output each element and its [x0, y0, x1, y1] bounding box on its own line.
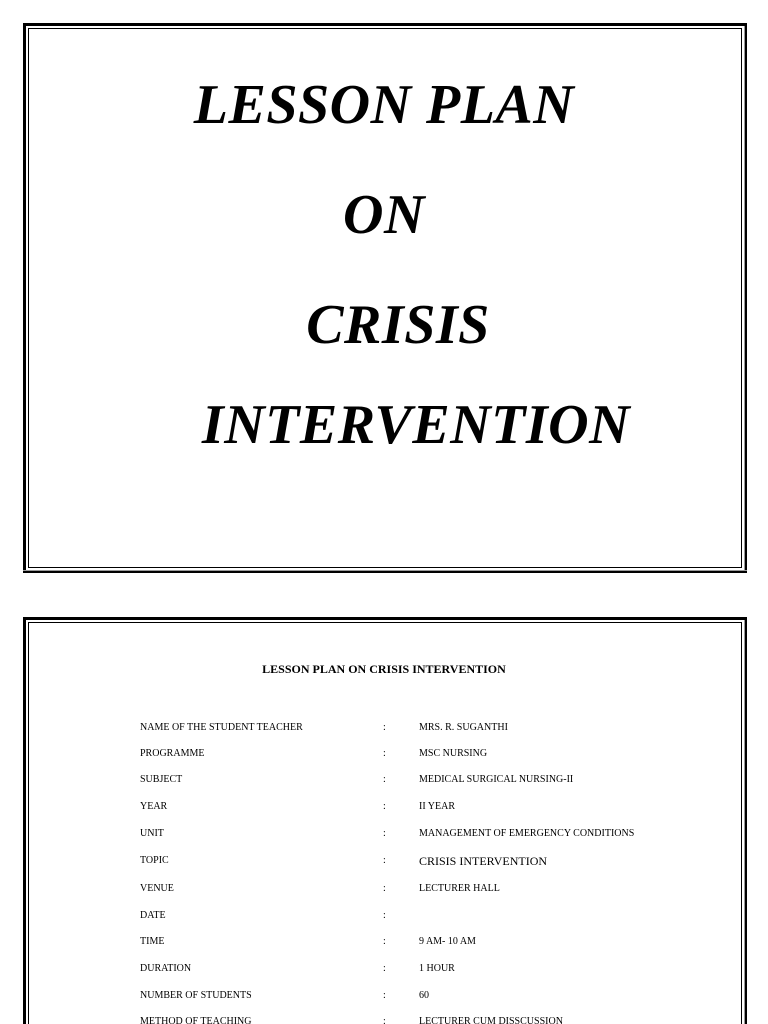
detail-label: SUBJECT [140, 774, 183, 785]
detail-label: NUMBER OF STUDENTS [140, 990, 252, 1001]
details-page-shadow-right [744, 620, 745, 1024]
detail-separator: : [383, 722, 386, 733]
detail-separator: : [383, 883, 386, 894]
detail-label: PROGRAMME [140, 748, 205, 759]
cover-title-line-4: INTERVENTION [201, 394, 631, 456]
detail-value: MSC NURSING [419, 748, 488, 759]
detail-label: DURATION [140, 963, 192, 974]
detail-label: VENUE [140, 883, 174, 894]
detail-label: NAME OF THE STUDENT TEACHER [140, 722, 303, 733]
detail-separator: : [383, 828, 386, 839]
detail-value: 1 HOUR [419, 963, 455, 974]
cover-title-line-2: ON [343, 184, 425, 246]
detail-separator: : [383, 1016, 386, 1024]
detail-separator: : [383, 774, 386, 785]
detail-value: MRS. R. SUGANTHI [419, 722, 508, 733]
detail-value: MEDICAL SURGICAL NURSING-II [419, 774, 574, 785]
cover-page-shadow-bottom [23, 570, 747, 571]
detail-label: UNIT [140, 828, 164, 839]
detail-value: LECTURER CUM DISSCUSSION [419, 1016, 563, 1024]
detail-value: 60 [419, 990, 429, 1001]
cover-title-line-3: CRISIS [306, 294, 490, 356]
detail-separator: : [383, 936, 386, 947]
detail-label: YEAR [140, 801, 168, 812]
detail-label: TIME [140, 936, 165, 947]
detail-value: 9 AM- 10 AM [419, 936, 476, 947]
detail-separator: : [383, 963, 386, 974]
detail-value: LECTURER HALL [419, 883, 500, 894]
detail-separator: : [383, 910, 386, 921]
detail-separator: : [383, 855, 386, 866]
detail-label: METHOD OF TEACHING [140, 1016, 252, 1024]
detail-value: II YEAR [419, 801, 456, 812]
detail-label: DATE [140, 910, 166, 921]
detail-value: CRISIS INTERVENTION [419, 854, 548, 868]
detail-value: MANAGEMENT OF EMERGENCY CONDITIONS [419, 828, 635, 839]
detail-separator: : [383, 801, 386, 812]
detail-separator: : [383, 748, 386, 759]
detail-label: TOPIC [140, 855, 169, 866]
cover-title-line-1: LESSON PLAN [193, 74, 575, 136]
details-heading: LESSON PLAN ON CRISIS INTERVENTION [262, 662, 506, 676]
detail-separator: : [383, 990, 386, 1001]
